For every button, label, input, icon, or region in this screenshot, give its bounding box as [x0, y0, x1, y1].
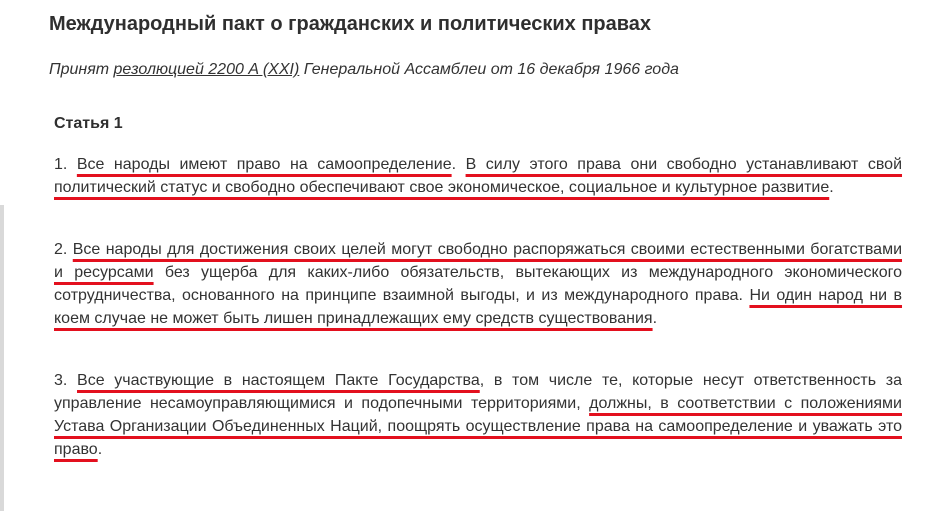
plain-text: . — [451, 156, 457, 173]
resolution-link[interactable]: резолюцией 2200 A (XXI) — [113, 61, 300, 78]
plain-text: . — [652, 310, 658, 327]
page-title: Международный пакт о гражданских и политических правах — [49, 13, 652, 35]
highlighted-phrase: Все народы для достижения своих целей могут свободно распоряжаться своими естественными богатствами и ресурсами — [54, 241, 903, 281]
highlighted-phrase: Все народы имеют право на самоопределение — [76, 156, 452, 173]
adoption-note — [49, 61, 679, 79]
highlighted-phrase: должны, в соответствии с положениями Устава Организации Объединенных Наций, поощрять осуществление права на самоопределение и уважать это право — [54, 395, 902, 458]
highlighted-phrase: Все участвующие в настоящем Пакте Государства — [77, 372, 480, 389]
left-edge-divider — [0, 205, 4, 511]
adoption-note-prefix: Принят — [49, 61, 114, 78]
paragraph-number: 1. — [54, 156, 68, 173]
paragraph-number: 2. — [54, 241, 68, 258]
plain-text: . — [829, 179, 834, 196]
plain-text: без ущерба для каких-либо обязательств, вытекающих из международного экономического сотрудничества, основанного на принципе взаимной выгоды, и из международного права. — [54, 264, 903, 304]
highlighted-phrase: Ни один народ ни в коем случае не может быть лишен принадлежащих ему средств существования — [54, 287, 903, 327]
adoption-note-suffix: Генеральной Ассамблеи от 16 декабря 1966 года — [299, 61, 679, 78]
plain-text: , в том числе те, которые несут ответственность за управление несамоуправляющимися и подопечными территориями, — [54, 372, 902, 412]
paragraph-number: 3. — [54, 372, 68, 389]
highlighted-phrase: В силу этого права они свободно устанавливают свой политический статус и свободно обеспечивают свое экономическое, социальное и культурное развитие — [54, 156, 903, 196]
article-paragraph-3 — [54, 369, 902, 461]
plain-text: . — [97, 441, 103, 458]
article-heading: Статья 1 — [54, 115, 123, 132]
article-paragraph-1 — [54, 153, 902, 199]
article-paragraph-2 — [54, 238, 902, 330]
